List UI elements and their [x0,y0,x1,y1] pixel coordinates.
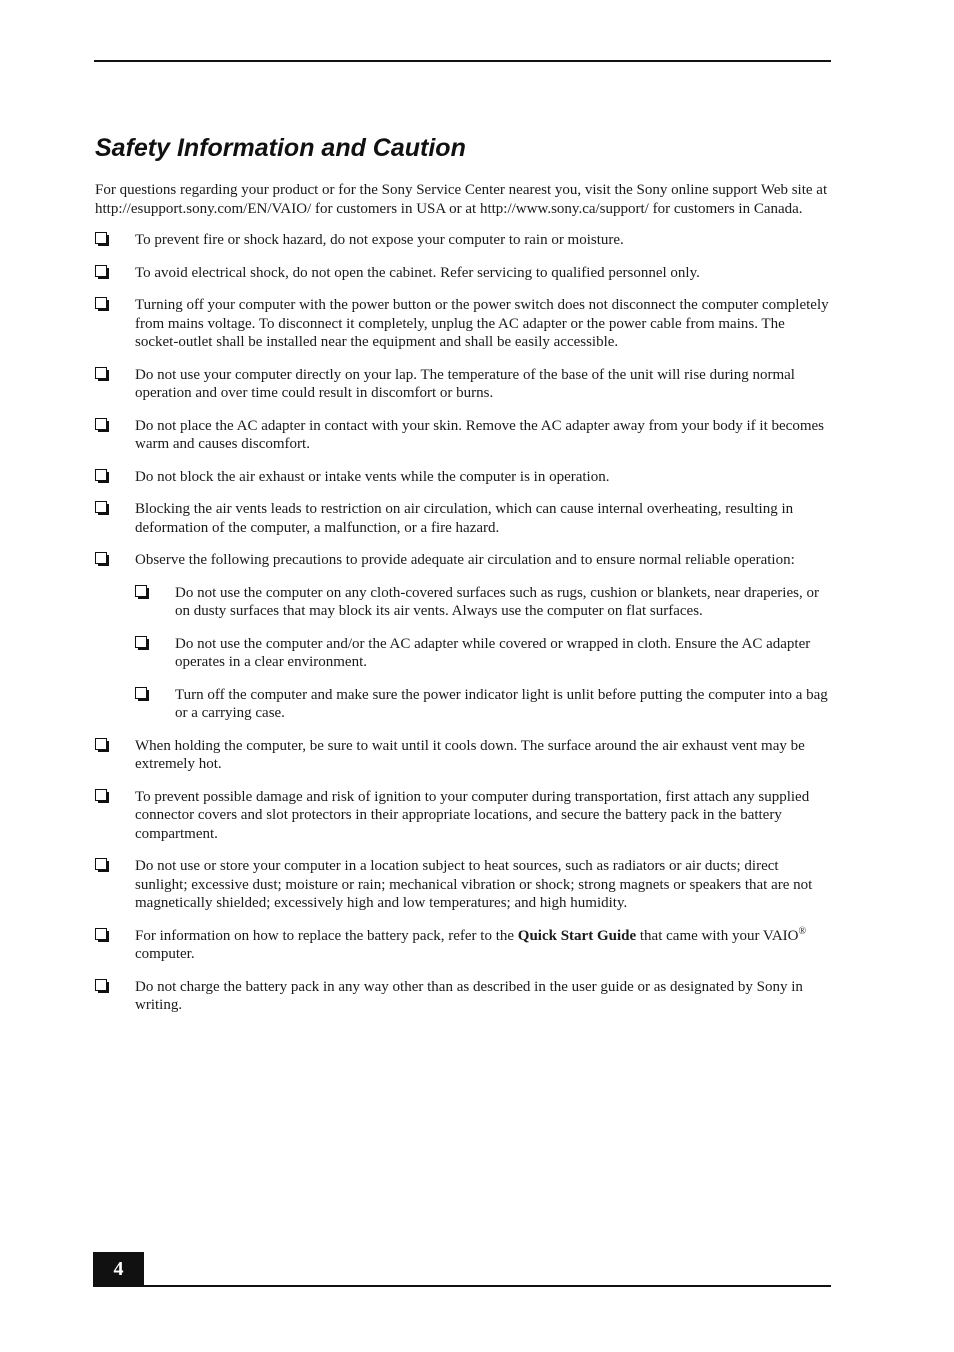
list-item-text: Do not place the AC adapter in contact with your skin. Remove the AC adapter away from your body if it becomes warm and causes discomfort. [135,417,824,452]
list-item [95,737,831,774]
sub-list-item-text: Do not use the computer and/or the AC adapter while covered or wrapped in cloth. Ensure the AC adapter operates in a clear environment. [175,635,811,670]
battery-text-middle: that came with your VAIO [636,927,799,944]
checkbox-bullet-icon [95,265,111,281]
checkbox-bullet-icon [95,367,111,383]
list-item-text: Do not use your computer directly on your lap. The temperature of the base of the unit will rise during normal operation and over time could result in discomfort or burns. [135,366,795,401]
intro-paragraph: For questions regarding your product or for the Sony Service Center nearest you, visit the Sony online support Web site at http://esupport.sony.com/EN/VAIO/ for customers in USA or at http://www.sony.ca/support/ for customers in Canada. [95,182,828,217]
checkbox-bullet-icon [95,469,111,485]
sub-list-item [135,584,831,621]
list-item [95,788,831,844]
checkbox-bullet-icon [95,297,111,313]
checkbox-bullet-icon [135,585,151,601]
list-item [95,231,831,250]
list-item-text: When holding the computer, be sure to wait until it cools down. The surface around the air exhaust vent may be extremely hot. [135,737,805,772]
list-item [95,417,831,454]
list-item-text: Turning off your computer with the power button or the power switch does not disconnect the computer completely from mains voltage. To disconnect it completely, unplug the AC adapter or the power cable from mains. The socket-outlet shall be installed near the equipment and shall be easily accessible. [135,297,829,350]
checkbox-bullet-icon [135,636,151,652]
bottom-rule [93,1285,831,1287]
sub-list-item-text: Turn off the computer and make sure the power indicator light is unlit before putting the computer into a bag or a carrying case. [175,686,828,721]
sub-list-item [135,635,831,672]
list-item-text: To prevent fire or shock hazard, do not expose your computer to rain or moisture. [135,232,624,248]
checkbox-bullet-icon [95,232,111,248]
list-item-text: To avoid electrical shock, do not open the cabinet. Refer servicing to qualified personnel only. [135,264,700,281]
list-item [95,500,831,537]
checkbox-bullet-icon [95,501,111,517]
page-content [95,181,831,1029]
list-item-text: To prevent possible damage and risk of ignition to your computer during transportation, first attach any supplied connector covers and slot protectors in their appropriate locations, and secure the battery pack in the battery compartment. [135,788,810,842]
list-item [95,296,831,352]
checkbox-bullet-icon [135,687,151,703]
list-item-text: Blocking the air vents leads to restriction on air circulation, which can cause internal overheating, resulting in deformation of the computer, a malfunction, or a fire hazard. [135,501,794,536]
checkbox-bullet-icon [95,858,111,874]
list-item [95,366,831,403]
checkbox-bullet-icon [95,418,111,434]
list-item-precautions [95,551,831,723]
battery-text-before: For information on how to replace the battery pack, refer to the [135,927,518,944]
list-item [95,978,831,1015]
list-item-text: Do not charge the battery pack in any way other than as described in the user guide or as designated by Sony in writing. [135,978,803,1013]
checkbox-bullet-icon [95,979,111,995]
list-item-battery [95,927,831,964]
checkbox-bullet-icon [95,928,111,944]
top-rule [94,60,831,62]
list-item-text: Observe the following precautions to provide adequate air circulation and to ensure normal reliable operation: [135,552,795,568]
sub-list-item [135,686,831,723]
sub-list-item-text: Do not use the computer on any cloth-covered surfaces such as rugs, cushion or blankets, near draperies, or on dusty surfaces that may block its air vents. Always use the computer on flat surfaces. [175,584,819,619]
checkbox-bullet-icon [95,738,111,754]
list-item-text: Do not block the air exhaust or intake vents while the computer is in operation. [135,468,610,485]
registered-mark: ® [798,925,807,937]
list-item-text: Do not use or store your computer in a location subject to heat sources, such as radiators or air ducts; direct sunlight; excessive dust; moisture or rain; mechanical vibration or shock; strong magnets or speakers that are not magnetically shielded; excessively high and low temperatures; and high humidity. [135,858,813,911]
safety-list [95,231,831,1015]
page-title: Safety Information and Caution [95,134,466,162]
list-item [95,857,831,913]
battery-text-after: computer. [135,946,195,962]
precautions-sublist [135,584,831,723]
quick-start-guide-reference: Quick Start Guide [517,927,637,944]
list-item [95,264,831,283]
checkbox-bullet-icon [95,789,111,805]
list-item [95,468,831,487]
checkbox-bullet-icon [95,552,111,568]
page-number: 4 [93,1252,144,1286]
